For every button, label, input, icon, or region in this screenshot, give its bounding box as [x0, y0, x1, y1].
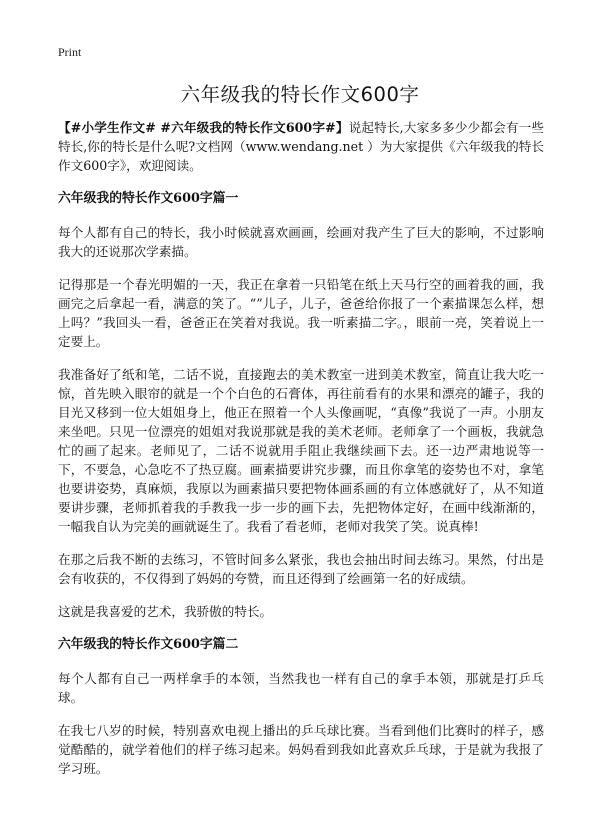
article-body [58, 118, 544, 792]
intro-tag: 【#小学生作文# #六年级我的特长作文600字#】 [58, 120, 349, 135]
paragraph: 记得那是一个春光明媚的一天，我正在拿着一只铅笔在纸上天马行空的画着我的画，我画完之后拿起一看，满意的笑了。“”儿子，儿子，爸爸给你报了一个素描课怎么样，想上吗？”我回头一看，爸爸正在笑着对我说。我一听素描二字。，眼前一亮，笑着说上一定要上。 [58, 277, 544, 349]
section-heading-2: 六年级我的特长作文600字篇二 [58, 637, 239, 652]
print-label: Print [58, 45, 82, 59]
paragraph: 每个人都有自己一两样拿手的本领，当然我也一样有自己的拿手本领，那就是打乒乓球。 [58, 671, 544, 705]
paragraph: 在那之后我不断的去练习，不管时间多么紧张，我也会抽出时间去练习。果然，付出是会有收获的，不仅得到了妈妈的夸赞，而且还得到了绘画第一名的好成绩。 [58, 552, 544, 586]
paragraph: 每个人都有自己的特长，我小时候就喜欢画画，绘画对我产生了巨大的影响，不过影响我大的还说那次学素描。 [58, 225, 544, 259]
paragraph: 我准备好了纸和笔，二话不说，直接跑去的美术教室一进到美术教室，简直让我大吃一惊，首先映入眼帘的就是一个个白色的石膏体，再往前看有的水果和漂亮的罐子，我的目光又移到一位大姐姐身上，他正在照着一个人头像画呢，“真像”我说了一声。小朋友来坐吧。只见一位漂亮的姐姐对我说那就是我的美术老师。老师拿了一个画板，我就急忙的画了起来。老师见了，二话不说就用手阻止我继续画下去。还一边严肃地说等一下，不要急，心急吃不了热豆腐。画素描要讲究步骤，而且你拿笔的姿势也不对，拿笔也要讲姿势，真麻烦，我原以为画素描只要把物体画系画的有立体感就好了，从不知道要讲步骤，老师抓着我的手教我一步一步的画下去，先把物体定好，在画中线渐渐的，一幅我自认为完美的画就诞生了。我看了看老师，老师对我笑了笑。说真棒! [58, 367, 544, 534]
paragraph: 这就是我喜爱的艺术，我骄傲的特长。 [58, 604, 273, 619]
intro-paragraph [58, 118, 544, 175]
paragraph: 在我七八岁的时候，特别喜欢电视上播出的乒乓球比赛。当看到他们比赛时的样子，感觉酷酷的，就学着他们的样子练习起来。妈妈看到我如此喜欢乒乓球，于是就为我报了学习班。 [58, 723, 544, 776]
page-title: 六年级我的特长作文600字 [180, 83, 420, 106]
section-heading-1: 六年级我的特长作文600字篇一 [58, 191, 239, 206]
intro-text: 说起特长,大家多多少少都会有一些特长,你的特长是什么呢?文档网（www.wendang.net ）为大家提供《六年级我的特长作文600字》，欢迎阅读。 [58, 120, 544, 173]
